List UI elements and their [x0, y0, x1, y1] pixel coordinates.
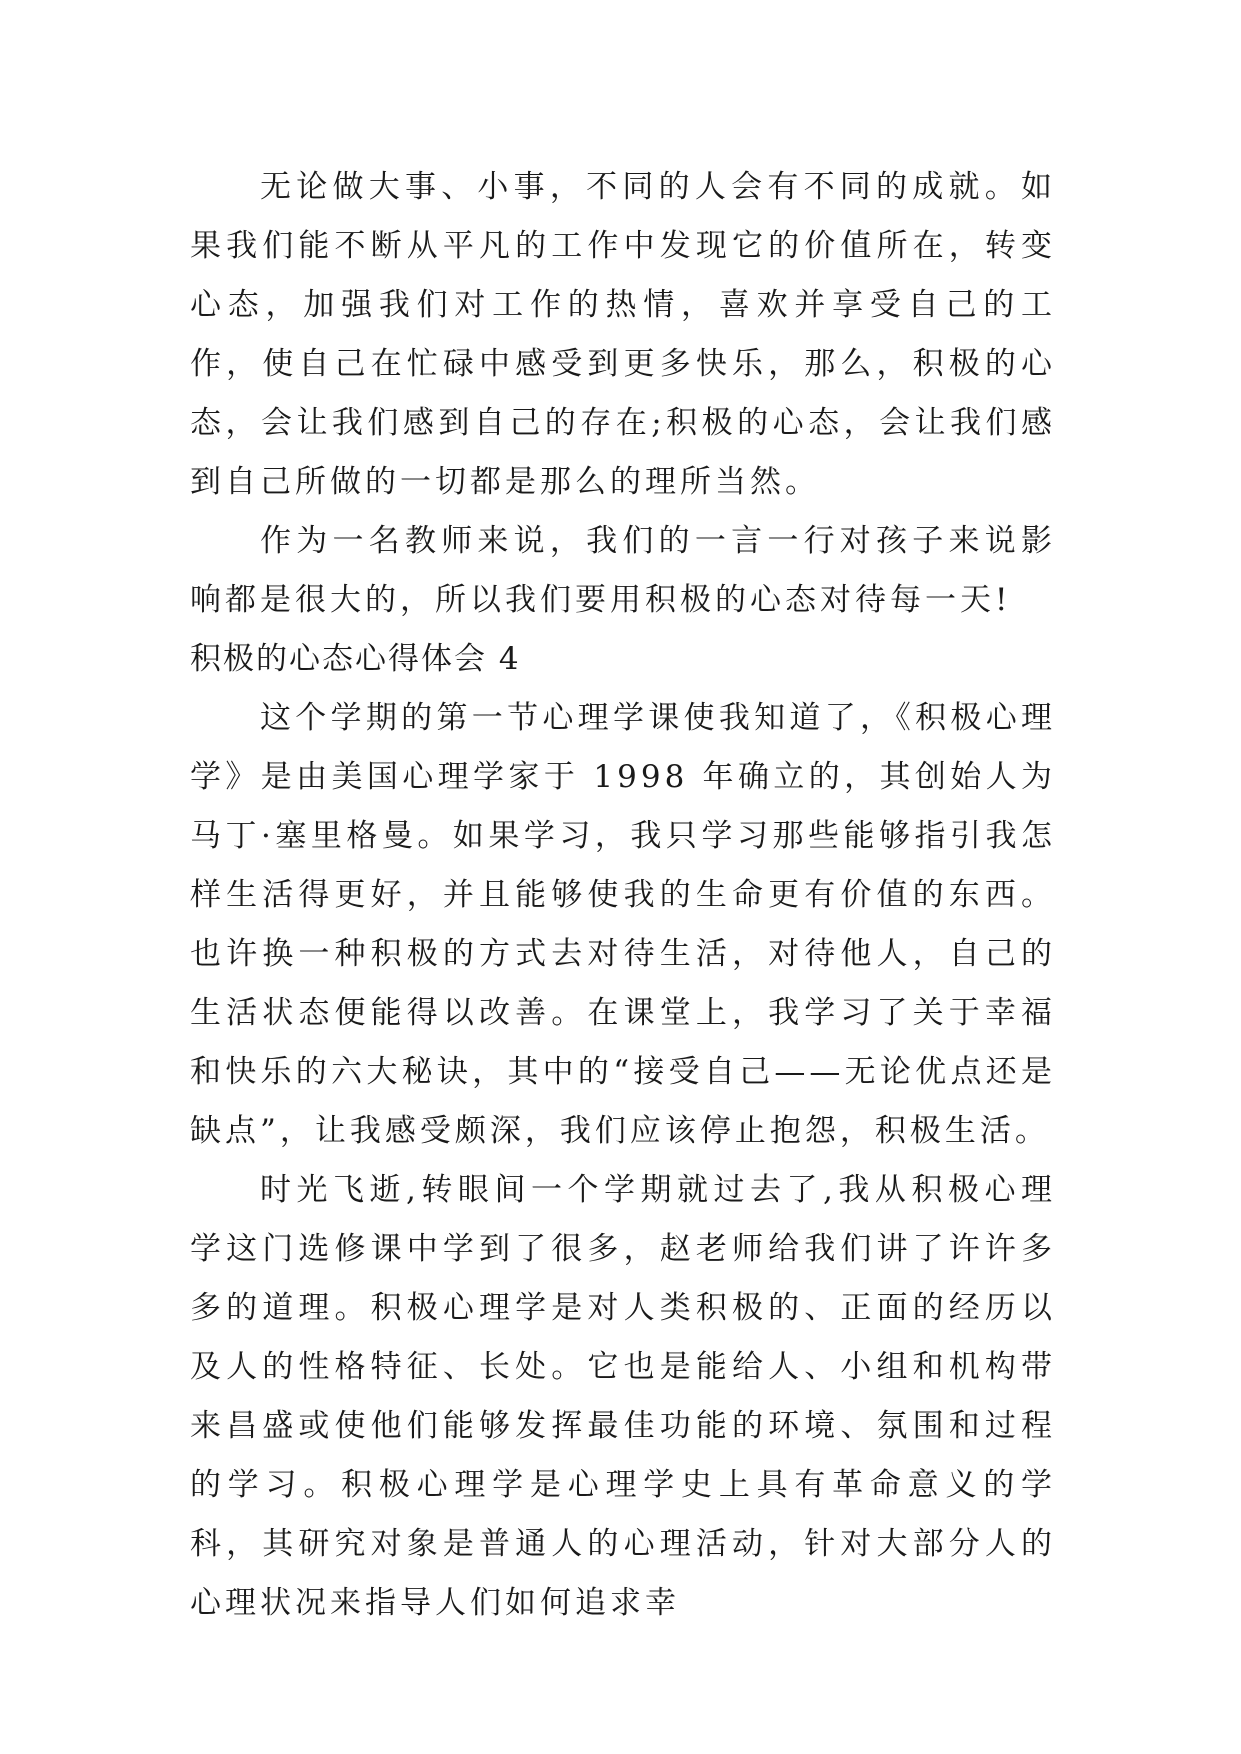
paragraph-semester-reflection: 时光飞逝,转眼间一个学期就过去了,我从积极心理学这门选修课中学到了很多，赵老师给我们讲了许许多多的道理。积极心理学是对人类积极的、正面的经历以及人的性格特征、长处。它也是能给人、小组和机构带来昌盛或使他们能够发挥最佳功能的环境、氛围和过程的学习。积极心理学是心理学史上具有革命意义的学科，其研究对象是普通人的心理活动，针对大部分人的心理状况来指导人们如何追求幸: [190, 1172, 1056, 1621]
paragraph-teacher-attitude: 作为一名教师来说，我们的一言一行对孩子来说影响都是很大的，所以我们要用积极的心态对待每一天!: [190, 523, 1056, 618]
paragraph-positive-psychology-course: 这个学期的第一节心理学课使我知道了，《积极心理学》是由美国心理学家于 1998 年确立的，其创始人为马丁·塞里格曼。如果学习，我只学习那些能够指引我怎样生活得更好，并且能够使我的生命更有价值的东西。也许换一种积极的方式去对待生活，对待他人，自己的生活状态便能得以改善。在课堂上，我学习了关于幸福和快乐的六大秘诀，其中的“接受自己——无论优点还是缺点”，让我感受颇深，我们应该停止抱怨，积极生活。: [190, 700, 1056, 1149]
document-body: [190, 158, 1056, 1633]
paragraph-attitude-achievement: 无论做大事、小事，不同的人会有不同的成就。如果我们能不断从平凡的工作中发现它的价值所在，转变心态，加强我们对工作的热情，喜欢并享受自己的工作，使自己在忙碌中感受到更多快乐，那么，积极的心态，会让我们感到自己的存在;积极的心态，会让我们感到自己所做的一切都是那么的理所当然。: [190, 169, 1056, 500]
section-heading: 积极的心态心得体会 4: [190, 641, 521, 677]
